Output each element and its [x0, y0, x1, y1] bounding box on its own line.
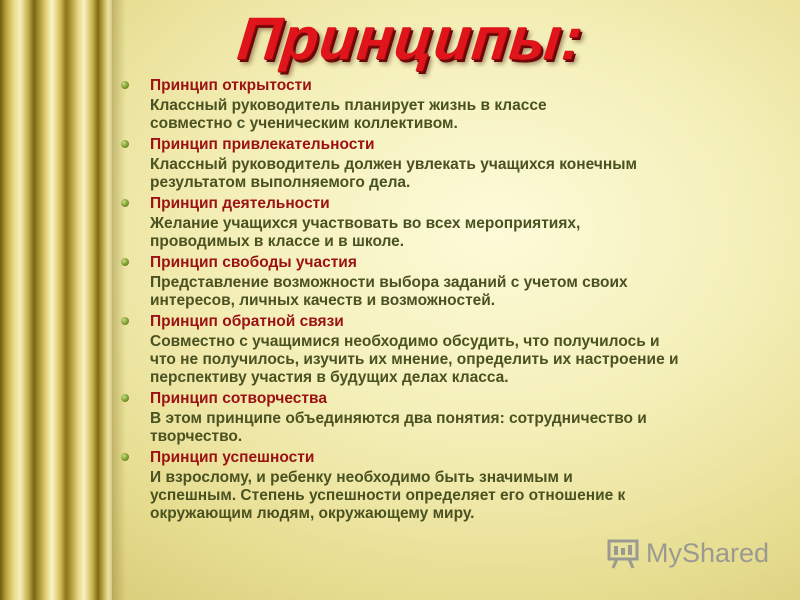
principle-heading: Принцип успешности [150, 449, 315, 466]
principle-heading: Принцип сотворчества [150, 390, 327, 407]
principle-item [118, 253, 794, 310]
principle-item [118, 389, 794, 446]
principle-description: Представление возможности выбора заданий с учетом своих интересов, личных качеств и возможностей. [150, 274, 628, 309]
principle-heading: Принцип деятельности [150, 195, 330, 212]
principle-item [118, 448, 794, 523]
decorative-gold-stripes [0, 0, 112, 600]
principles-list [118, 76, 794, 523]
principle-item [118, 135, 794, 192]
principle-heading: Принцип привлекательности [150, 136, 375, 153]
bullet-icon [121, 317, 129, 325]
bullet-icon [121, 258, 129, 266]
principle-description: Классный руководитель планирует жизнь в классе совместно с ученическим коллективом. [150, 97, 547, 132]
principle-item [118, 194, 794, 251]
principle-description: И взрослому, и ребенку необходимо быть значимым и успешным. Степень успешности определяет его отношение к окружающим людям, окружающему миру. [150, 469, 626, 522]
principle-heading: Принцип свободы участия [150, 254, 357, 271]
principle-heading: Принцип открытости [150, 77, 312, 94]
presentation-board-icon [606, 536, 640, 570]
principle-item [118, 76, 794, 133]
bullet-icon [121, 394, 129, 402]
principle-description: Желание учащихся участвовать во всех мероприятиях, проводимых в классе и в школе. [150, 215, 581, 250]
principle-description: Совместно с учащимися необходимо обсудить, что получилось и что не получилось, изучить их мнение, определить их настроение и перспективу участия в будущих делах класса. [150, 333, 679, 386]
principle-item [118, 312, 794, 387]
principle-description: В этом принципе объединяются два понятия: сотрудничество и творчество. [150, 410, 647, 445]
principle-description: Классный руководитель должен увлекать учащихся конечным результатом выполняемого дела. [150, 156, 637, 191]
slide-title: Принципы: [234, 5, 587, 72]
watermark-text: MyShared [646, 537, 770, 568]
myshared-watermark [606, 536, 769, 570]
bullet-icon [121, 140, 129, 148]
bullet-icon [121, 453, 129, 461]
bullet-icon [121, 81, 129, 89]
bullet-icon [121, 199, 129, 207]
principle-heading: Принцип обратной связи [150, 313, 344, 330]
